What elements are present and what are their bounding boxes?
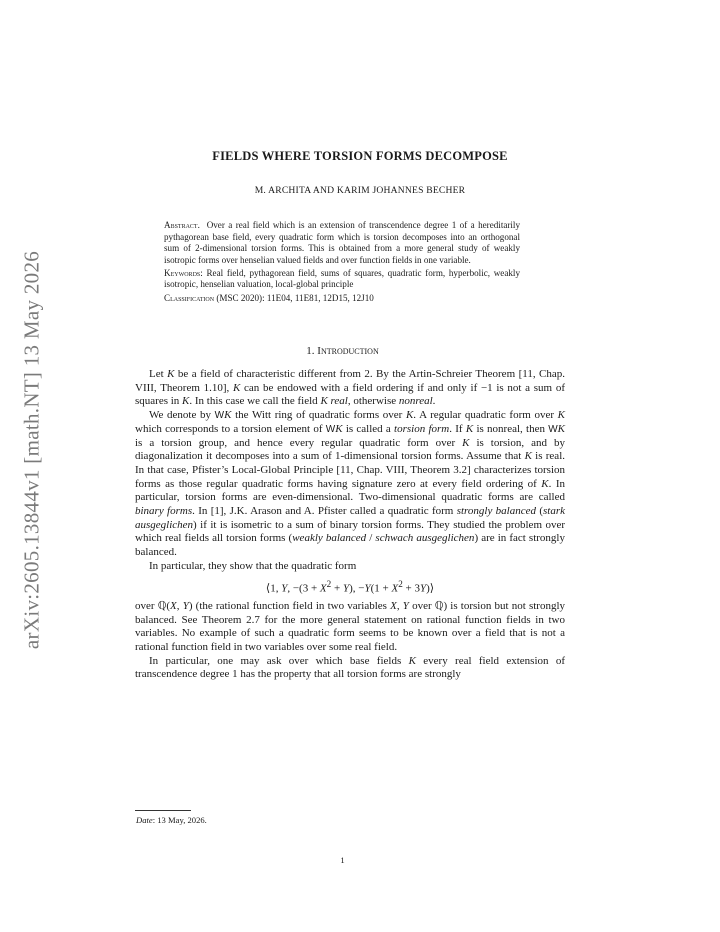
paper-authors: M. ARCHITA AND KARIM JOHANNES BECHER — [254, 185, 466, 196]
section-number: 1. — [306, 345, 315, 357]
footnote-text: : 13 May, 2026. — [152, 815, 207, 825]
classification-text: (MSC 2020): 11E04, 11E81, 12D15, 12J10 — [216, 292, 374, 303]
paragraph: over ℚ(X, Y) (the rational function field in two variables X, Y over ℚ) is torsion but not strongly balanced. See Theorem 2.7 for the more general statement on rational function fields in two variables. No example of such a quadratic form seems to be known over a field that is not a rational function field in two variables over some real field. — [135, 599, 566, 654]
section-title: Introduction — [317, 345, 379, 357]
classification — [164, 293, 520, 305]
keywords-text: Real field, pythagorean field, sums of squares, quadratic form, hyperbolic, weakly isotropic, henselian valuation, local-global principle — [164, 267, 520, 290]
abstract-block — [164, 220, 520, 306]
arxiv-identifier-text: arXiv:2605.13844v1 [math.NT] 13 May 2026 — [19, 250, 44, 650]
abstract-label: Abstract. — [164, 220, 200, 230]
paper-title: FIELDS WHERE TORSION FORMS DECOMPOSE — [212, 149, 508, 163]
classification-label: Classification — [164, 292, 215, 303]
paragraph: We denote by WK the Witt ring of quadratic forms over K. A regular quadratic form over K which corresponds to a torsion element of WK is called a torsion form. If K is nonreal, then WK is a torsion group, and hence every regular quadratic form over K is torsion, and by diagonalization it decomposes into a sum of 1-dimensional torsion forms. Assume that K is real. In that case, Pfister’s Local-Global Principle [11, Chap. VIII, Theorem 3.2] characterizes torsion forms as those regular quadratic forms having signature zero at every field ordering of K. In particular, torsion forms are even-dimensional. Two-dimensional quadratic forms are called binary forms. In [1], J.K. Arason and A. Pfister called a quadratic form strongly balanced (stark ausgeglichen) if it is isometric to a sum of binary torsion forms. They studied the problem over which real fields all torsion forms (weakly balanced / schwach ausgeglichen) are in fact strongly balanced. — [135, 409, 566, 559]
display-formula: ⟨1, Y, $-(3 + X^2 + Y)$, $-Y(1 + X^2$ + 3Y)⟩ — [265, 578, 435, 595]
introduction-body — [135, 368, 565, 682]
page-number: 1 — [340, 855, 345, 865]
footnote — [136, 815, 207, 825]
paragraph: In particular, they show that the quadratic form — [149, 559, 357, 572]
paragraph: Let K be a field of characteristic different from 2. By the Artin-Schreier Theorem [11, Chap. VIII, Theorem 1.10], K can be endowed with a field ordering if and only if −1 is not a sum of squares in K. In this case we call the field K real, otherwise nonreal. — [135, 368, 565, 408]
section-heading — [0, 345, 685, 357]
keywords-label: Keywords: — [164, 267, 203, 278]
footnote-rule — [135, 810, 191, 811]
abstract-text: Over a real field which is an extension of transcendence degree 1 of a hereditarily pythagorean base field, every quadratic form which is torsion decomposes into an orthogonal sum of 2-dimensional torsion forms. This is obtained from a more general study of weakly isotropic forms over henselian valued fields and over function fields in one variable. — [164, 220, 521, 265]
arxiv-identifier — [20, 240, 44, 660]
abstract — [164, 220, 520, 266]
footnote-label: Date — [136, 815, 153, 825]
keywords — [164, 268, 520, 291]
paragraph: In particular, one may ask over which base fields K every real field extension of transcendence degree 1 has the property that all torsion forms are strongly — [135, 654, 566, 681]
